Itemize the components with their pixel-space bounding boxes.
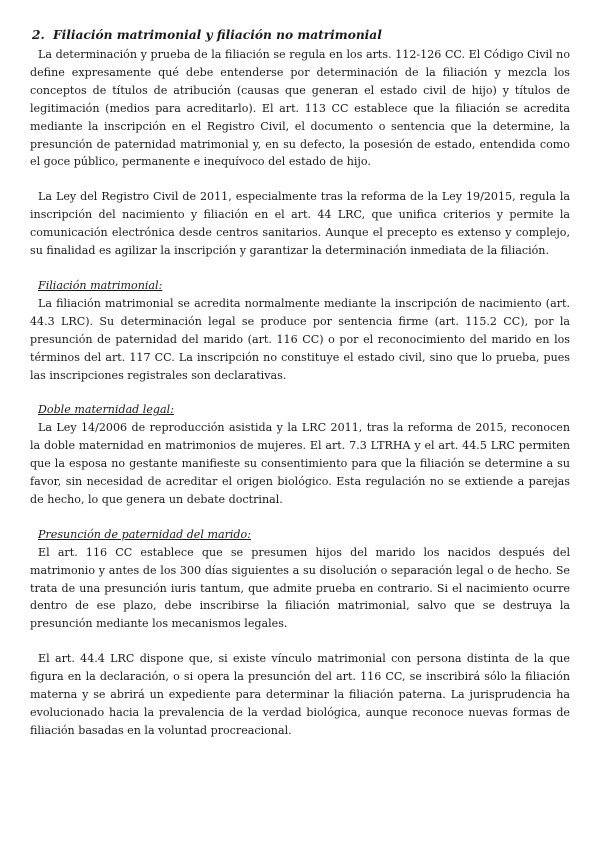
section-heading: [32, 27, 570, 44]
paragraph-intro: La determinación y prueba de la filiación se regula en los arts. 112-126 CC. El Código Civil no define expresamente qué debe entenderse por determinación de la filiación y mezcla los conceptos de títulos de atribución (causas que generan el estado civil de hijo) y títulos de legitimación (medios para acreditarlo). El art. 113 CC establece que la filiación se acredita mediante la inscripción en el Registro Civil, el documento o sentencia que la determine, la presunción de paternidad matrimonial y, en su defecto, la posesión de estado, entendida como el goce público, permanente e inequívoco del estado de hijo.: [30, 48, 570, 169]
paragraph-doble-maternidad: La Ley 14/2006 de reproducción asistida y la LRC 2011, tras la reforma de 2015, reconocen la doble maternidad en matrimonios de mujeres. El art. 7.3 LTRHA y el art. 44.5 LRC permiten que la esposa no gestante manifieste su consentimiento para que la filiación se determine a su favor, sin necesidad de acreditar el origen biológico. Esta regulación no se extiende a parejas de hecho, lo que genera un debate doctrinal.: [30, 421, 570, 506]
paragraph-filiacion-matrimonial: La filiación matrimonial se acredita normalmente mediante la inscripción de nacimiento (art. 44.3 LRC). Su determinación legal se produce por sentencia firme (art. 115.2 CC), por la presunción de paternidad del marido (art. 116 CC) o por el reconocimiento del marido en los términos del art. 117 CC. La inscripción no constituye el estado civil, sino que lo prueba, pues las inscripciones registrales son declarativas.: [30, 296, 570, 382]
subheading-filiacion-matrimonial: Filiación matrimonial:: [38, 278, 163, 292]
section-number: 2.: [32, 28, 45, 42]
subheading-doble-maternidad: Doble maternidad legal:: [38, 403, 174, 417]
section-title: Filiación matrimonial y filiación no matrimonial: [52, 28, 382, 42]
paragraph-art-44-lrc: El art. 44.4 LRC dispone que, si existe vínculo matrimonial con persona distinta de la que figura en la declaración, o si opera la presunción del art. 116 CC, se inscribirá sólo la filiación materna y se abrirá un expediente para determinar la filiación paterna. La jurisprudencia ha evolucionado hacia la prevalencia de la verdad biológica, aunque reconoce nuevas formas de filiación basadas en la voluntad procreacional.: [30, 652, 570, 737]
paragraph-presuncion-paternidad: El art. 116 CC establece que se presumen hijos del marido los nacidos después del matrimonio y antes de los 300 días siguientes a su disolución o separación legal o de hecho. Se trata de una presunción iuris tantum, que admite prueba en contrario. Si el nacimiento ocurre dentro de ese plazo, debe inscribirse la filiación matrimonial, salvo que se destruya la presunción mediante los mecanismos legales.: [30, 545, 570, 631]
paragraph-registro: La Ley del Registro Civil de 2011, especialmente tras la reforma de la Ley 19/2015, regula la inscripción del nacimiento y filiación en el art. 44 LRC, que unifica criterios y permite la comunicación electrónica desde centros sanitarios. Aunque el precepto es extenso y complejo, su finalidad es agilizar la inscripción y garantizar la determinación inmediata de la filiación.: [30, 190, 570, 258]
subheading-presuncion-paternidad: Presunción de paternidad del marido:: [38, 527, 251, 541]
